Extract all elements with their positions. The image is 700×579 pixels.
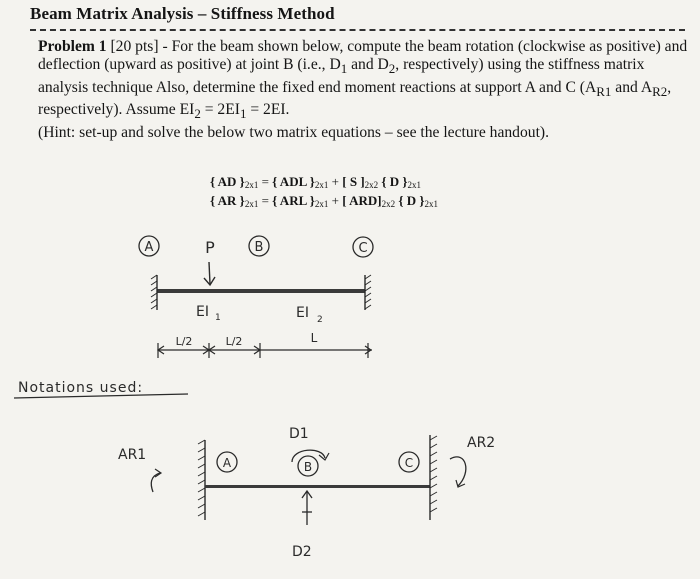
notations-heading: Notations used: xyxy=(18,380,144,396)
node-a-marker xyxy=(139,236,159,256)
node-a-lower-label: A xyxy=(222,456,232,470)
ei1-sub: 1 xyxy=(215,313,221,323)
eq2-term1: { ARL } xyxy=(272,193,315,208)
node-a-marker-lower xyxy=(217,452,237,472)
eq2-term1-sub: 2x1 xyxy=(314,199,329,209)
beam-bottom xyxy=(198,435,437,520)
problem-text-6: = 2EI xyxy=(200,101,240,119)
eq1-term1: { ADL } xyxy=(272,174,315,189)
problem-sub-1: 1 xyxy=(340,61,348,77)
ar2-label: AR2 xyxy=(467,435,496,451)
eq1-term2-sub: 2x2 xyxy=(364,180,379,190)
dim-half-2: L/2 xyxy=(225,335,243,348)
eq2-term3-sub: 2x1 xyxy=(424,199,439,209)
problem-hint: (Hint: set-up and solve the below two matrix equations – see the lecture handout). xyxy=(38,123,549,141)
ar2-moment-arrow xyxy=(450,457,466,486)
node-c-lower-label: C xyxy=(404,456,414,470)
load-label: P xyxy=(205,238,215,257)
d1-label: D1 xyxy=(289,426,309,442)
problem-text-2: and D xyxy=(347,56,389,74)
eq2-equals: = xyxy=(258,193,273,208)
node-c-marker-lower xyxy=(399,452,419,472)
eq2-term2-sub: 2x2 xyxy=(381,199,396,209)
ei1-label: EI xyxy=(196,304,209,320)
dim-half-1: L/2 xyxy=(175,335,193,348)
eq1-term2: [ S ] xyxy=(342,174,365,189)
beam-top xyxy=(151,275,371,310)
problem-text-3: , respectively) using the stiffness matrix analysis technique Also, determine the fixed end moment reactions at support A and C (A xyxy=(38,56,645,96)
problem-text-4: and A xyxy=(611,78,653,96)
problem-sub-r1: R1 xyxy=(596,84,612,100)
eq1-term1-sub: 2x1 xyxy=(314,180,329,190)
problem-sub-2: 2 xyxy=(388,61,396,77)
node-c-label: C xyxy=(358,241,368,256)
problem-text-7: = 2EI. xyxy=(246,101,290,119)
node-a-label: A xyxy=(144,240,154,255)
problem-label: Problem 1 xyxy=(38,38,107,55)
eq2-lhs: { AR } xyxy=(210,193,245,208)
document-title: Beam Matrix Analysis – Stiffness Method xyxy=(30,4,335,23)
problem-sub-ei2: 2 xyxy=(194,106,201,122)
eq1-equals: = xyxy=(258,174,273,189)
problem-points: [20 pts] - xyxy=(110,38,168,55)
node-b-marker-lower xyxy=(292,450,329,476)
eq2-term3: { D } xyxy=(395,193,425,208)
ei2-sub: 2 xyxy=(317,315,323,325)
problem-sub-r2: R2 xyxy=(652,84,668,100)
ei2-label: EI xyxy=(296,305,309,321)
dim-span: L xyxy=(310,331,318,345)
node-b-label: B xyxy=(254,240,264,255)
d2-label: D2 xyxy=(292,544,312,560)
eq2-term2: [ ARD] xyxy=(342,193,382,208)
eq1-plus: + xyxy=(328,174,343,189)
eq2-plus: + xyxy=(328,193,343,208)
eq2-lhs-sub: 2x1 xyxy=(244,199,259,209)
ar1-label: AR1 xyxy=(118,447,147,463)
node-c-marker xyxy=(353,237,373,257)
eq1-lhs-sub: 2x1 xyxy=(244,180,259,190)
eq1-term3: { D } xyxy=(378,174,408,189)
problem-text-1: For the beam shown below, compute the beam rotation (clockwise as positive) and deflection (upward as positive) at joint B (i.e., D xyxy=(38,38,688,74)
problem-text-5: , respectively). Assume EI xyxy=(38,78,672,119)
node-b-marker xyxy=(249,236,269,256)
ar1-moment-arrow xyxy=(151,473,160,492)
d2-arrow xyxy=(302,491,312,525)
ar1-arrow-head xyxy=(155,469,161,477)
load-arrow xyxy=(204,262,215,285)
eq1-term3-sub: 2x1 xyxy=(407,180,422,190)
node-b-lower-label: B xyxy=(303,460,313,474)
problem-sub-ei1: 1 xyxy=(239,106,247,122)
eq1-lhs: { AD } xyxy=(210,174,245,189)
